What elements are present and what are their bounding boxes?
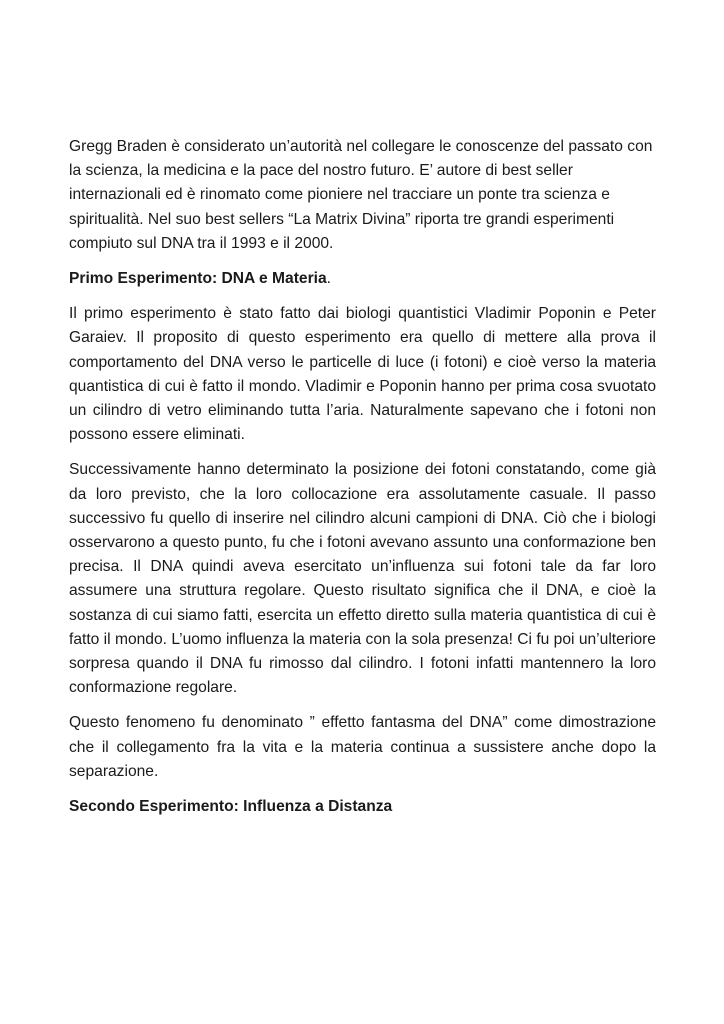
section-heading-second-experiment: Secondo Esperimento: Influenza a Distanza: [69, 798, 393, 816]
heading-text: Primo Esperimento: DNA e Materia: [69, 270, 327, 288]
heading-period: .: [326, 270, 331, 288]
section-heading-first-experiment: [69, 267, 656, 291]
intro-paragraph: Gregg Braden è considerato un’autorità nel collegare le conoscenze del passato con la scienza, la medicina e la pace del nostro futuro. E’ autore di best seller internazionali ed è rinomato come pioniere nel tracciare un ponte tra scienza e spiritualità. Nel suo best sellers “La Matrix Divina” riporta tre grandi esperimenti compiuto sul DNA tra il 1993 e il 2000.: [69, 138, 653, 252]
document-page: [69, 135, 656, 830]
paragraph-phantom-effect: Questo fenomeno fu denominato ” effetto fantasma del DNA” come dimostrazione che il collegamento fra la vita e la materia continua a sussistere anche dopo la separazione.: [69, 714, 656, 780]
paragraph-results: Successivamente hanno determinato la posizione dei fotoni constatando, come già da loro previsto, che la loro collocazione era assolutamente casuale. Il passo successivo fu quello di inserire nel cilindro alcuni campioni di DNA. Ciò che i biologi osservarono a questo punto, fu che i fotoni avevano assunto una conformazione ben precisa. Il DNA quindi aveva esercitato un’influenza sui fotoni tale da far loro assumere una struttura regolare. Questo risultato significa che il DNA, e cioè la sostanza di cui siamo fatti, esercita un effetto diretto sulla materia quantistica di cui è fatto il mondo. L’uomo influenza la materia con la sola presenza! Ci fu poi un’ulteriore sorpresa quando il DNA fu rimosso dal cilindro. I fotoni infatti mantennero la loro conformazione regolare.: [69, 461, 656, 697]
paragraph-first-experiment: Il primo esperimento è stato fatto dai biologi quantistici Vladimir Poponin e Peter Garaiev. Il proposito di questo esperimento era quello di mettere alla prova il comportamento del DNA verso le particelle di luce (i fotoni) e cioè verso la materia quantistica di cui è fatto il mondo. Vladimir e Poponin hanno per prima cosa svuotato un cilindro di vetro eliminando tutta l’aria. Naturalmente sapevano che i fotoni non possono essere eliminati.: [69, 305, 656, 444]
